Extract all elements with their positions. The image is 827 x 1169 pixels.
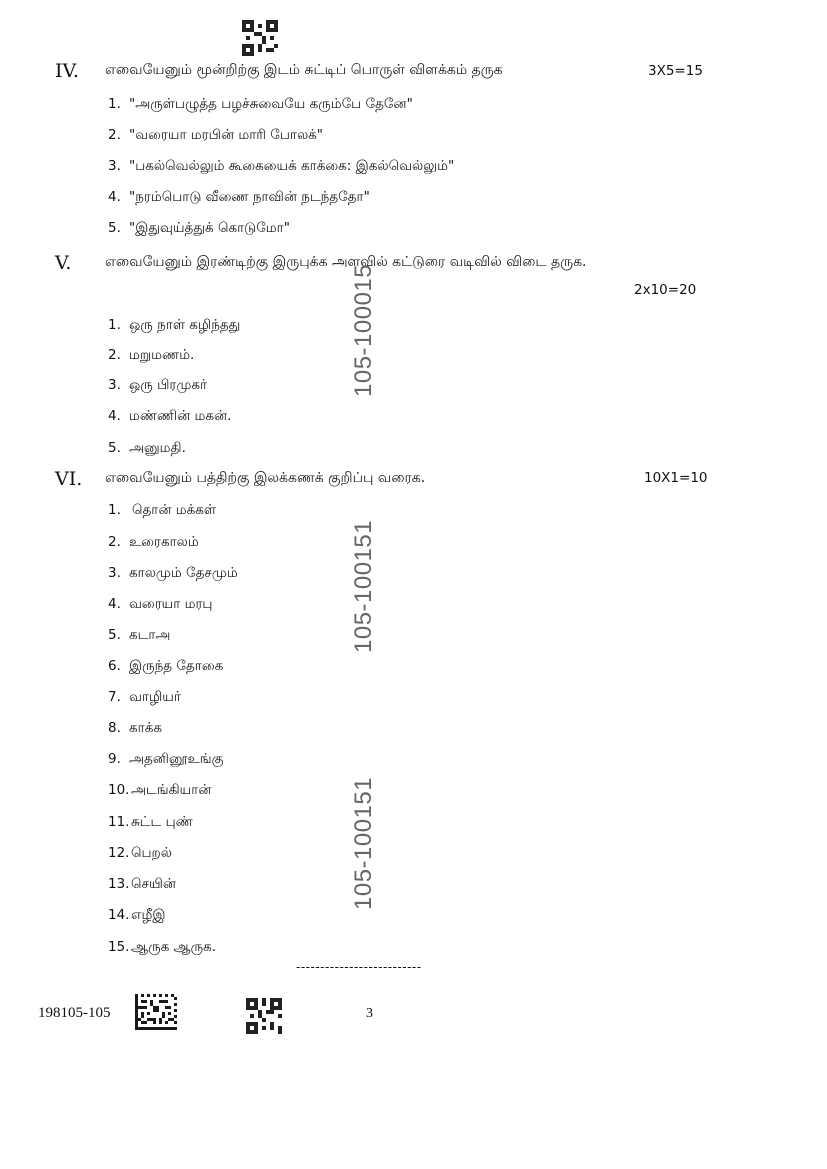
stamp-number: 105-100151 <box>350 776 377 910</box>
item-number: 3. <box>108 565 121 581</box>
item-text: ஒரு நாள் கழிந்தது <box>129 317 241 333</box>
list-item <box>108 751 224 769</box>
item-number: 4. <box>108 408 121 424</box>
item-text: உரைகாலம் <box>129 534 199 550</box>
item-text: அடங்கியான் <box>131 782 212 798</box>
stamp-number: 105-100015 <box>350 263 377 397</box>
section-vi-marks: 10X1=10 <box>644 470 708 486</box>
list-item <box>108 189 370 207</box>
section-v-numeral: V. <box>55 252 72 274</box>
item-number: 14. <box>108 907 130 923</box>
item-text: மறுமணம். <box>129 347 195 363</box>
item-text: தொன் மக்கள் <box>132 502 217 518</box>
item-number: 4. <box>108 189 121 205</box>
item-number: 1. <box>108 96 121 112</box>
list-item <box>108 627 170 645</box>
list-item <box>108 158 454 176</box>
item-number: 10. <box>108 782 130 798</box>
qr-code-top <box>242 20 278 56</box>
item-number: 12. <box>108 845 130 861</box>
list-item <box>108 96 413 114</box>
item-number: 15. <box>108 939 130 955</box>
item-text: "பகல்வெல்லும் கூகையைக் காக்கை: இகல்வெல்லும்" <box>129 158 455 174</box>
item-text: "வரையா மரபின் மாரி போலக்" <box>129 127 323 143</box>
item-number: 1. <box>108 317 121 333</box>
item-text: "இதுவுய்த்துக் கொடுமோ" <box>129 220 290 236</box>
list-item <box>108 502 216 520</box>
page-number: 3 <box>366 1006 373 1021</box>
section-iv-heading: எவையேனும் மூன்றிற்கு இடம் சுட்டிப் பொருள் விளக்கம் தருக <box>105 62 503 78</box>
item-number: 8. <box>108 720 121 736</box>
list-item <box>108 596 212 614</box>
item-number: 5. <box>108 627 121 643</box>
section-vi-heading: எவையேனும் பத்திற்கு இலக்கணக் குறிப்பு வரைக. <box>105 470 426 486</box>
item-number: 13. <box>108 876 130 892</box>
item-number: 3. <box>108 377 121 393</box>
list-item <box>108 127 323 145</box>
section-vi-numeral: VI. <box>55 468 83 490</box>
list-item <box>108 347 194 365</box>
list-item <box>108 377 207 395</box>
item-text: எழீஇ <box>131 907 166 923</box>
item-text: காக்க <box>129 720 162 736</box>
item-text: அதனினூஉங்கு <box>129 751 224 767</box>
item-number: 5. <box>108 220 121 236</box>
item-text: வாழியர் <box>129 689 181 705</box>
item-text: "அருள்பழுத்த பழச்சுவையே கரும்பே தேனே" <box>129 96 413 112</box>
item-text: ஆருக ஆருக. <box>131 939 217 955</box>
list-item <box>108 939 216 957</box>
item-number: 5. <box>108 440 121 456</box>
item-text: மண்ணின் மகன். <box>129 408 232 424</box>
item-text: இருந்த தோகை <box>129 658 224 674</box>
item-text: காலமும் தேசமும் <box>129 565 238 581</box>
list-item <box>108 782 211 800</box>
item-number: 2. <box>108 347 121 363</box>
item-text: செயின் <box>131 876 176 892</box>
list-item <box>108 907 166 925</box>
list-item <box>108 658 223 676</box>
list-item <box>108 720 162 738</box>
list-item <box>108 534 199 552</box>
section-v-heading: எவையேனும் இரண்டிற்கு இருபுக்க அளவில் கட்டுரை வடிவில் விடை தருக. <box>105 254 587 270</box>
list-item <box>108 689 181 707</box>
item-text: வரையா மரபு <box>129 596 213 612</box>
item-number: 2. <box>108 534 121 550</box>
list-item <box>108 440 186 458</box>
list-item <box>108 876 176 894</box>
item-number: 7. <box>108 689 121 705</box>
section-v-marks: 2x10=20 <box>634 282 697 298</box>
datamatrix-code <box>135 993 177 1031</box>
item-text: பெறல் <box>131 845 172 861</box>
list-item <box>108 220 290 238</box>
item-number: 9. <box>108 751 121 767</box>
item-number: 1. <box>108 502 121 518</box>
list-item <box>108 814 193 832</box>
qr-code-bottom <box>246 998 282 1034</box>
item-number: 3. <box>108 158 121 174</box>
item-text: கடாஅ <box>129 627 171 643</box>
stamp-number: 105-100151 <box>350 519 377 653</box>
item-number: 6. <box>108 658 121 674</box>
section-iv-numeral: IV. <box>55 60 79 82</box>
end-divider: -------------------------- <box>296 960 422 974</box>
item-text: ஒரு பிரமுகர் <box>129 377 208 393</box>
item-text: சுட்ட புண் <box>131 814 193 830</box>
item-text: "நரம்பொடு வீணை நாவின் நடந்ததோ" <box>129 189 370 205</box>
paper-code: 198105-105 <box>38 1005 111 1021</box>
list-item <box>108 317 240 335</box>
item-text: அனுமதி. <box>129 440 186 456</box>
item-number: 11. <box>108 814 130 830</box>
item-number: 4. <box>108 596 121 612</box>
list-item <box>108 845 172 863</box>
section-iv-marks: 3X5=15 <box>648 63 703 79</box>
item-number: 2. <box>108 127 121 143</box>
list-item <box>108 408 231 426</box>
list-item <box>108 565 238 583</box>
